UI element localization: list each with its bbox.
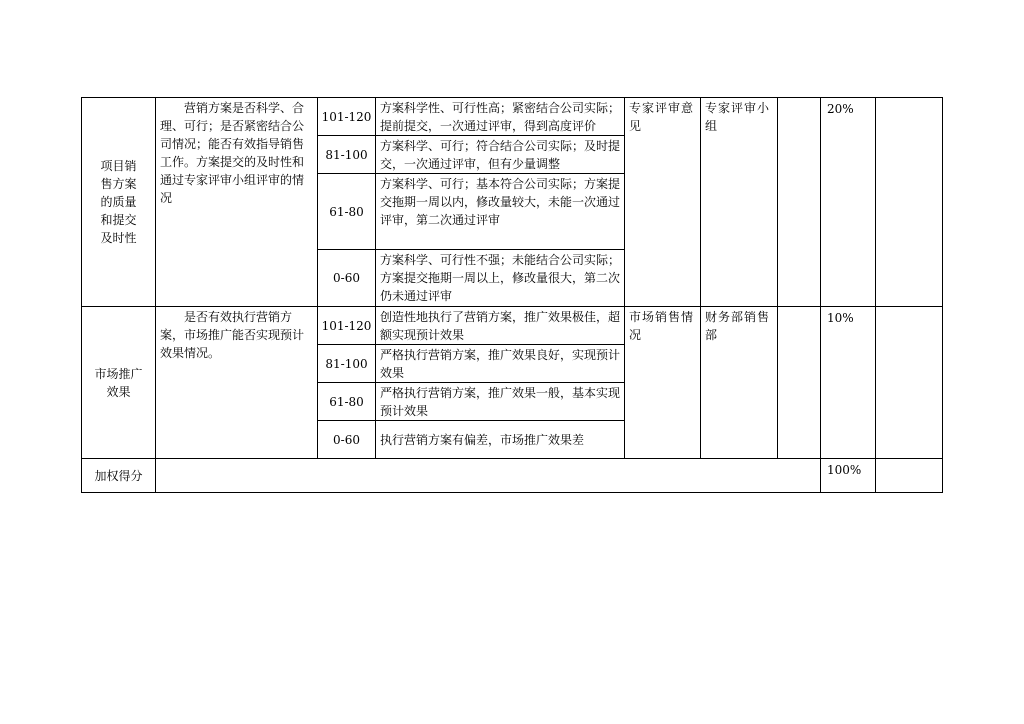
score-range: 81-100 xyxy=(318,345,376,383)
criteria-text: 执行营销方案有偏差，市场推广效果差 xyxy=(376,421,625,459)
weight-cell: 20% xyxy=(821,98,876,307)
blank-cell xyxy=(778,307,821,459)
evaluator-cell: 专家评审小组 xyxy=(701,98,778,307)
assessment-table xyxy=(81,97,943,493)
data-source-cell: 专家评审意见 xyxy=(625,98,701,307)
description-cell: 是否有效执行营销方案，市场推广能否实现预计效果情况。 xyxy=(156,307,318,459)
score-range: 0-60 xyxy=(318,421,376,459)
total-span-cell xyxy=(156,459,821,493)
score-cell xyxy=(876,307,943,459)
score-range: 61-80 xyxy=(318,174,376,250)
criteria-text: 方案科学、可行；基本符合公司实际；方案提交拖期一周以内，修改量较大，未能一次通过评审，第二次通过评审 xyxy=(376,174,625,250)
score-cell xyxy=(876,98,943,307)
total-score-cell xyxy=(876,459,943,493)
total-weight: 100% xyxy=(821,459,876,493)
data-source-cell: 市场销售情况 xyxy=(625,307,701,459)
category-cell xyxy=(82,98,156,307)
criteria-text: 严格执行营销方案，推广效果一般，基本实现预计效果 xyxy=(376,383,625,421)
category-label: 市场推广效果 xyxy=(94,366,143,399)
evaluator-cell: 财务部销售部 xyxy=(701,307,778,459)
table-row xyxy=(82,307,943,345)
category-cell xyxy=(82,307,156,459)
score-range: 101-120 xyxy=(318,307,376,345)
score-range: 61-80 xyxy=(318,383,376,421)
category-label: 项目销售方案的质量和提交及时性 xyxy=(100,159,137,245)
weight-cell: 10% xyxy=(821,307,876,459)
criteria-text: 严格执行营销方案，推广效果良好，实现预计效果 xyxy=(376,345,625,383)
blank-cell xyxy=(778,98,821,307)
criteria-text: 方案科学、可行性不强；未能结合公司实际；方案提交拖期一周以上，修改量很大，第二次仍未通过评审 xyxy=(376,250,625,307)
total-label: 加权得分 xyxy=(82,459,156,493)
table-row xyxy=(82,98,943,136)
score-range: 101-120 xyxy=(318,98,376,136)
total-row xyxy=(82,459,943,493)
score-range: 81-100 xyxy=(318,136,376,174)
score-range: 0-60 xyxy=(318,250,376,307)
criteria-text: 方案科学、可行；符合结合公司实际；及时提交，一次通过评审，但有少量调整 xyxy=(376,136,625,174)
criteria-text: 方案科学性、可行性高；紧密结合公司实际；提前提交，一次通过评审，得到高度评价 xyxy=(376,98,625,136)
criteria-text: 创造性地执行了营销方案，推广效果极佳，超额实现预计效果 xyxy=(376,307,625,345)
description-cell: 营销方案是否科学、合理、可行；是否紧密结合公司情况；能否有效指导销售工作。方案提交的及时性和通过专家评审小组评审的情况 xyxy=(156,98,318,307)
